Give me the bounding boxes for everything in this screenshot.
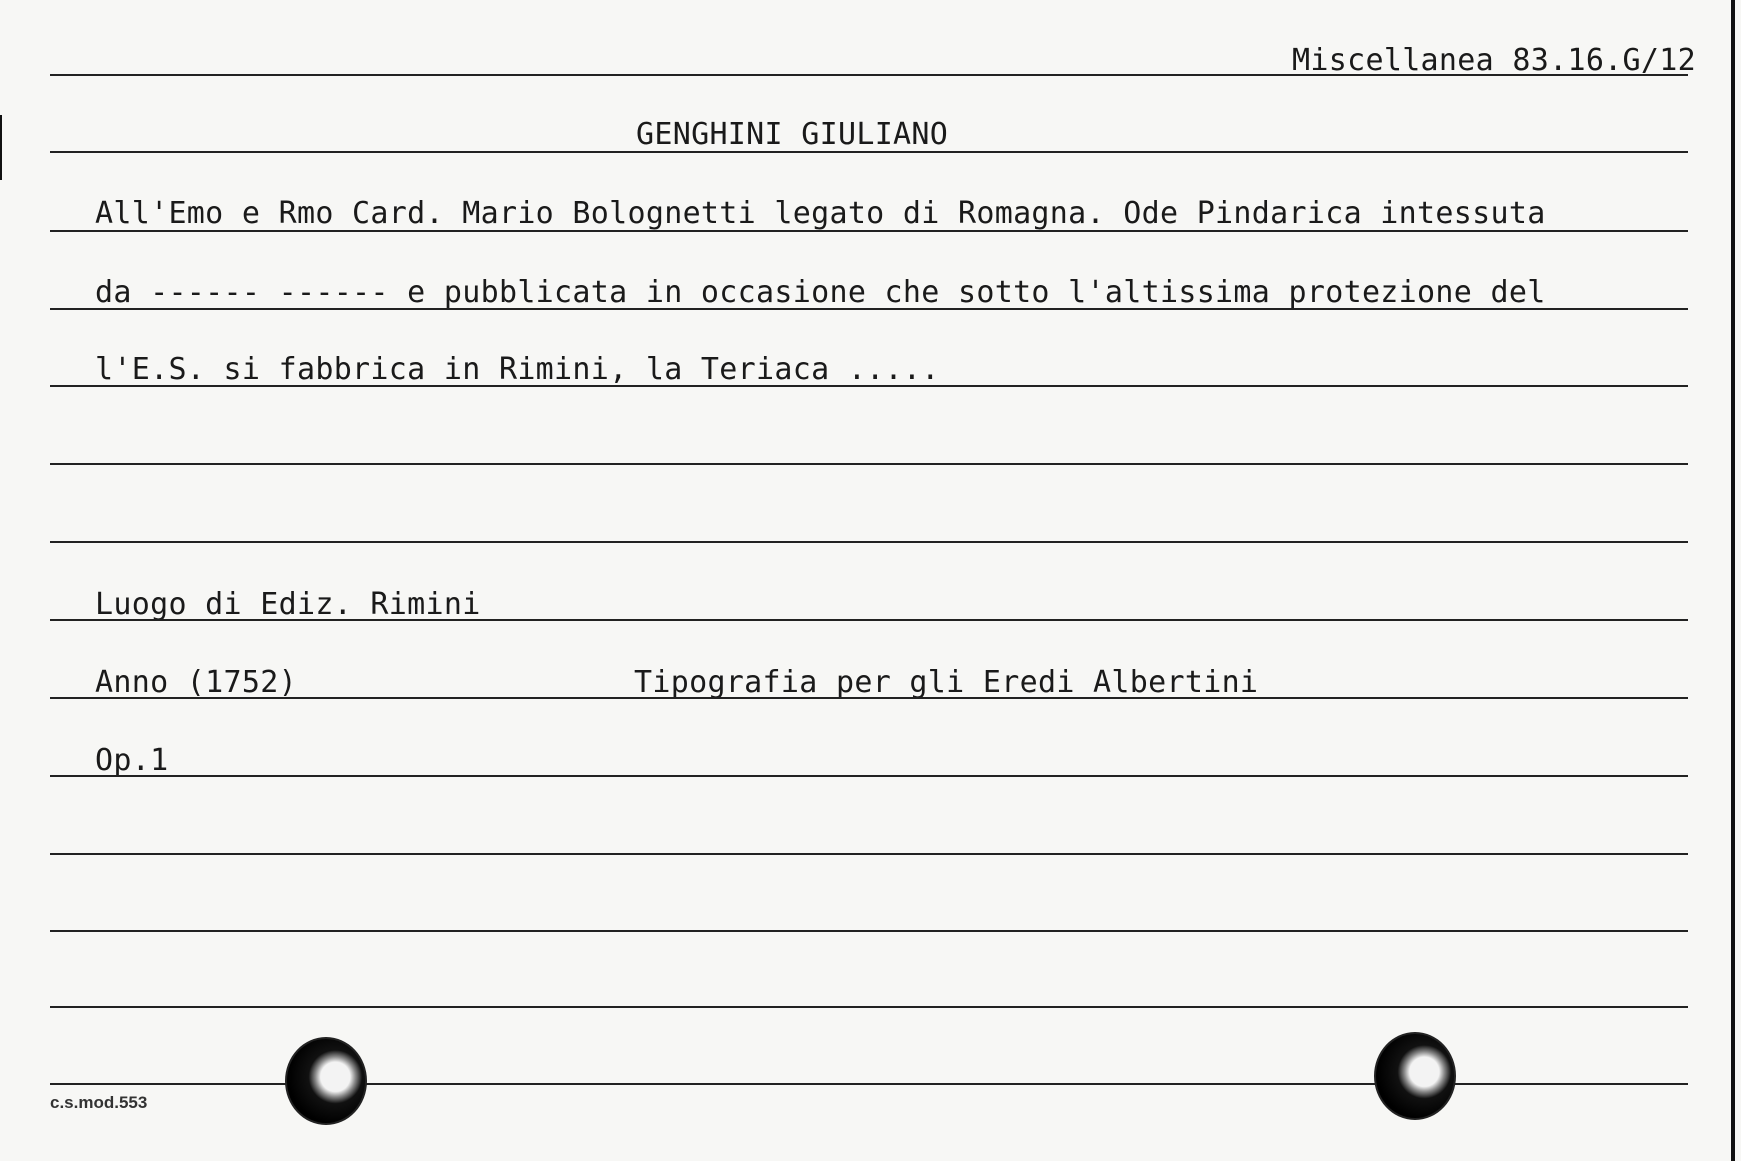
printer-name: Tipografia per gli Eredi Albertini bbox=[634, 665, 1259, 700]
place-of-edition: Luogo di Ediz. Rimini bbox=[95, 587, 481, 622]
rule-line bbox=[50, 74, 1688, 76]
rule-line bbox=[50, 853, 1688, 855]
punch-hole-left bbox=[285, 1037, 367, 1125]
rule-line bbox=[50, 151, 1688, 153]
right-edge-border bbox=[1731, 0, 1735, 1161]
shelf-reference: Miscellanea 83.16.G/12 bbox=[1292, 43, 1696, 78]
rule-line bbox=[50, 230, 1688, 232]
title-line-1: All'Emo e Rmo Card. Mario Bolognetti legato di Romagna. Ode Pindarica intessuta bbox=[95, 196, 1546, 231]
form-code: c.s.mod.553 bbox=[50, 1093, 148, 1112]
author-name: GENGHINI GIULIANO bbox=[636, 117, 949, 152]
rule-line bbox=[50, 308, 1688, 310]
opus-number: Op.1 bbox=[95, 743, 169, 778]
rule-line bbox=[50, 930, 1688, 932]
rule-line bbox=[50, 385, 1688, 387]
rule-line bbox=[50, 697, 1688, 699]
rule-line bbox=[50, 541, 1688, 543]
rule-line bbox=[50, 619, 1688, 621]
publication-year: Anno (1752) bbox=[95, 665, 297, 700]
rule-line bbox=[50, 463, 1688, 465]
punch-hole-right bbox=[1374, 1032, 1456, 1120]
rule-line bbox=[50, 775, 1688, 777]
rule-line bbox=[50, 1006, 1688, 1008]
left-edge-mark bbox=[0, 115, 2, 180]
title-line-3: l'E.S. si fabbrica in Rimini, la Teriaca ..... bbox=[95, 352, 940, 387]
title-line-2: da ------ ------ e pubblicata in occasione che sotto l'altissima protezione del bbox=[95, 275, 1546, 310]
